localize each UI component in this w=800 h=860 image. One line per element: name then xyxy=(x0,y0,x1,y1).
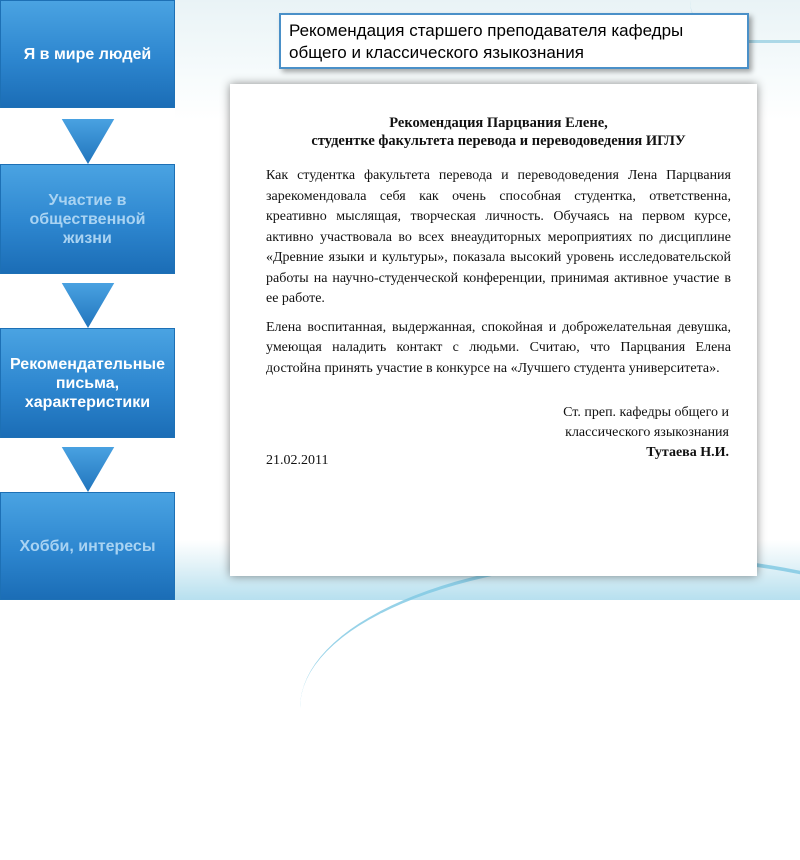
arrow-down-icon xyxy=(60,118,116,168)
nav-item-hobbies[interactable] xyxy=(0,492,175,600)
signature-position-line2: классического языкознания xyxy=(565,425,729,440)
signature-position-line1: Ст. преп. кафедры общего и xyxy=(563,405,729,420)
letter-paragraph-2: Елена воспитанная, выдержанная, спокойная и доброжелательная девушка, умеющая наладить контакт с людьми. Считаю, что Парцвания Елена достойна принять участие в конкурсе на «Лучшего студента университета». xyxy=(266,319,731,376)
decorative-arc xyxy=(300,556,800,860)
nav-item-people[interactable] xyxy=(0,0,175,108)
nav-item-label: Рекомендательные письма, характеристики xyxy=(10,355,165,411)
letter-paragraph-1: Как студентка факультета перевода и переводоведения Лена Парцвания зарекомендовала себя как очень способная студентка, ответственна, креативно мыслящая, творческая личность. Обучаясь на первом курсе, активно участвовала во всех внеаудиторных мероприятиях по дисциплине «Древние языки и культуры», показала высокий уровень исследовательской работы на научно-студенческой конференции, принимая активное участие в ее работе. xyxy=(266,168,731,306)
letter-title-line1: Рекомендация Парцвания Елене, xyxy=(389,115,608,131)
letter-date: 21.02.2011 xyxy=(266,453,329,468)
slide-title: Рекомендация старшего преподавателя кафедры общего и классического языкознания xyxy=(279,13,749,69)
letter-title-line2: студентке факультета перевода и переводоведения ИГЛУ xyxy=(311,133,686,149)
recommendation-letter xyxy=(230,84,757,576)
nav-item-label: Участие в общественной жизни xyxy=(29,191,146,247)
arrow-down-icon xyxy=(60,282,116,332)
letter-title xyxy=(266,114,731,150)
sidebar-nav xyxy=(0,0,175,600)
signature-name: Тутаева Н.И. xyxy=(646,445,729,460)
nav-item-label: Я в мире людей xyxy=(23,45,152,63)
arrow-down-icon xyxy=(60,446,116,496)
nav-item-recommendations[interactable] xyxy=(0,328,175,438)
nav-item-label: Хобби, интересы xyxy=(19,537,156,555)
nav-item-social-life[interactable] xyxy=(0,164,175,274)
